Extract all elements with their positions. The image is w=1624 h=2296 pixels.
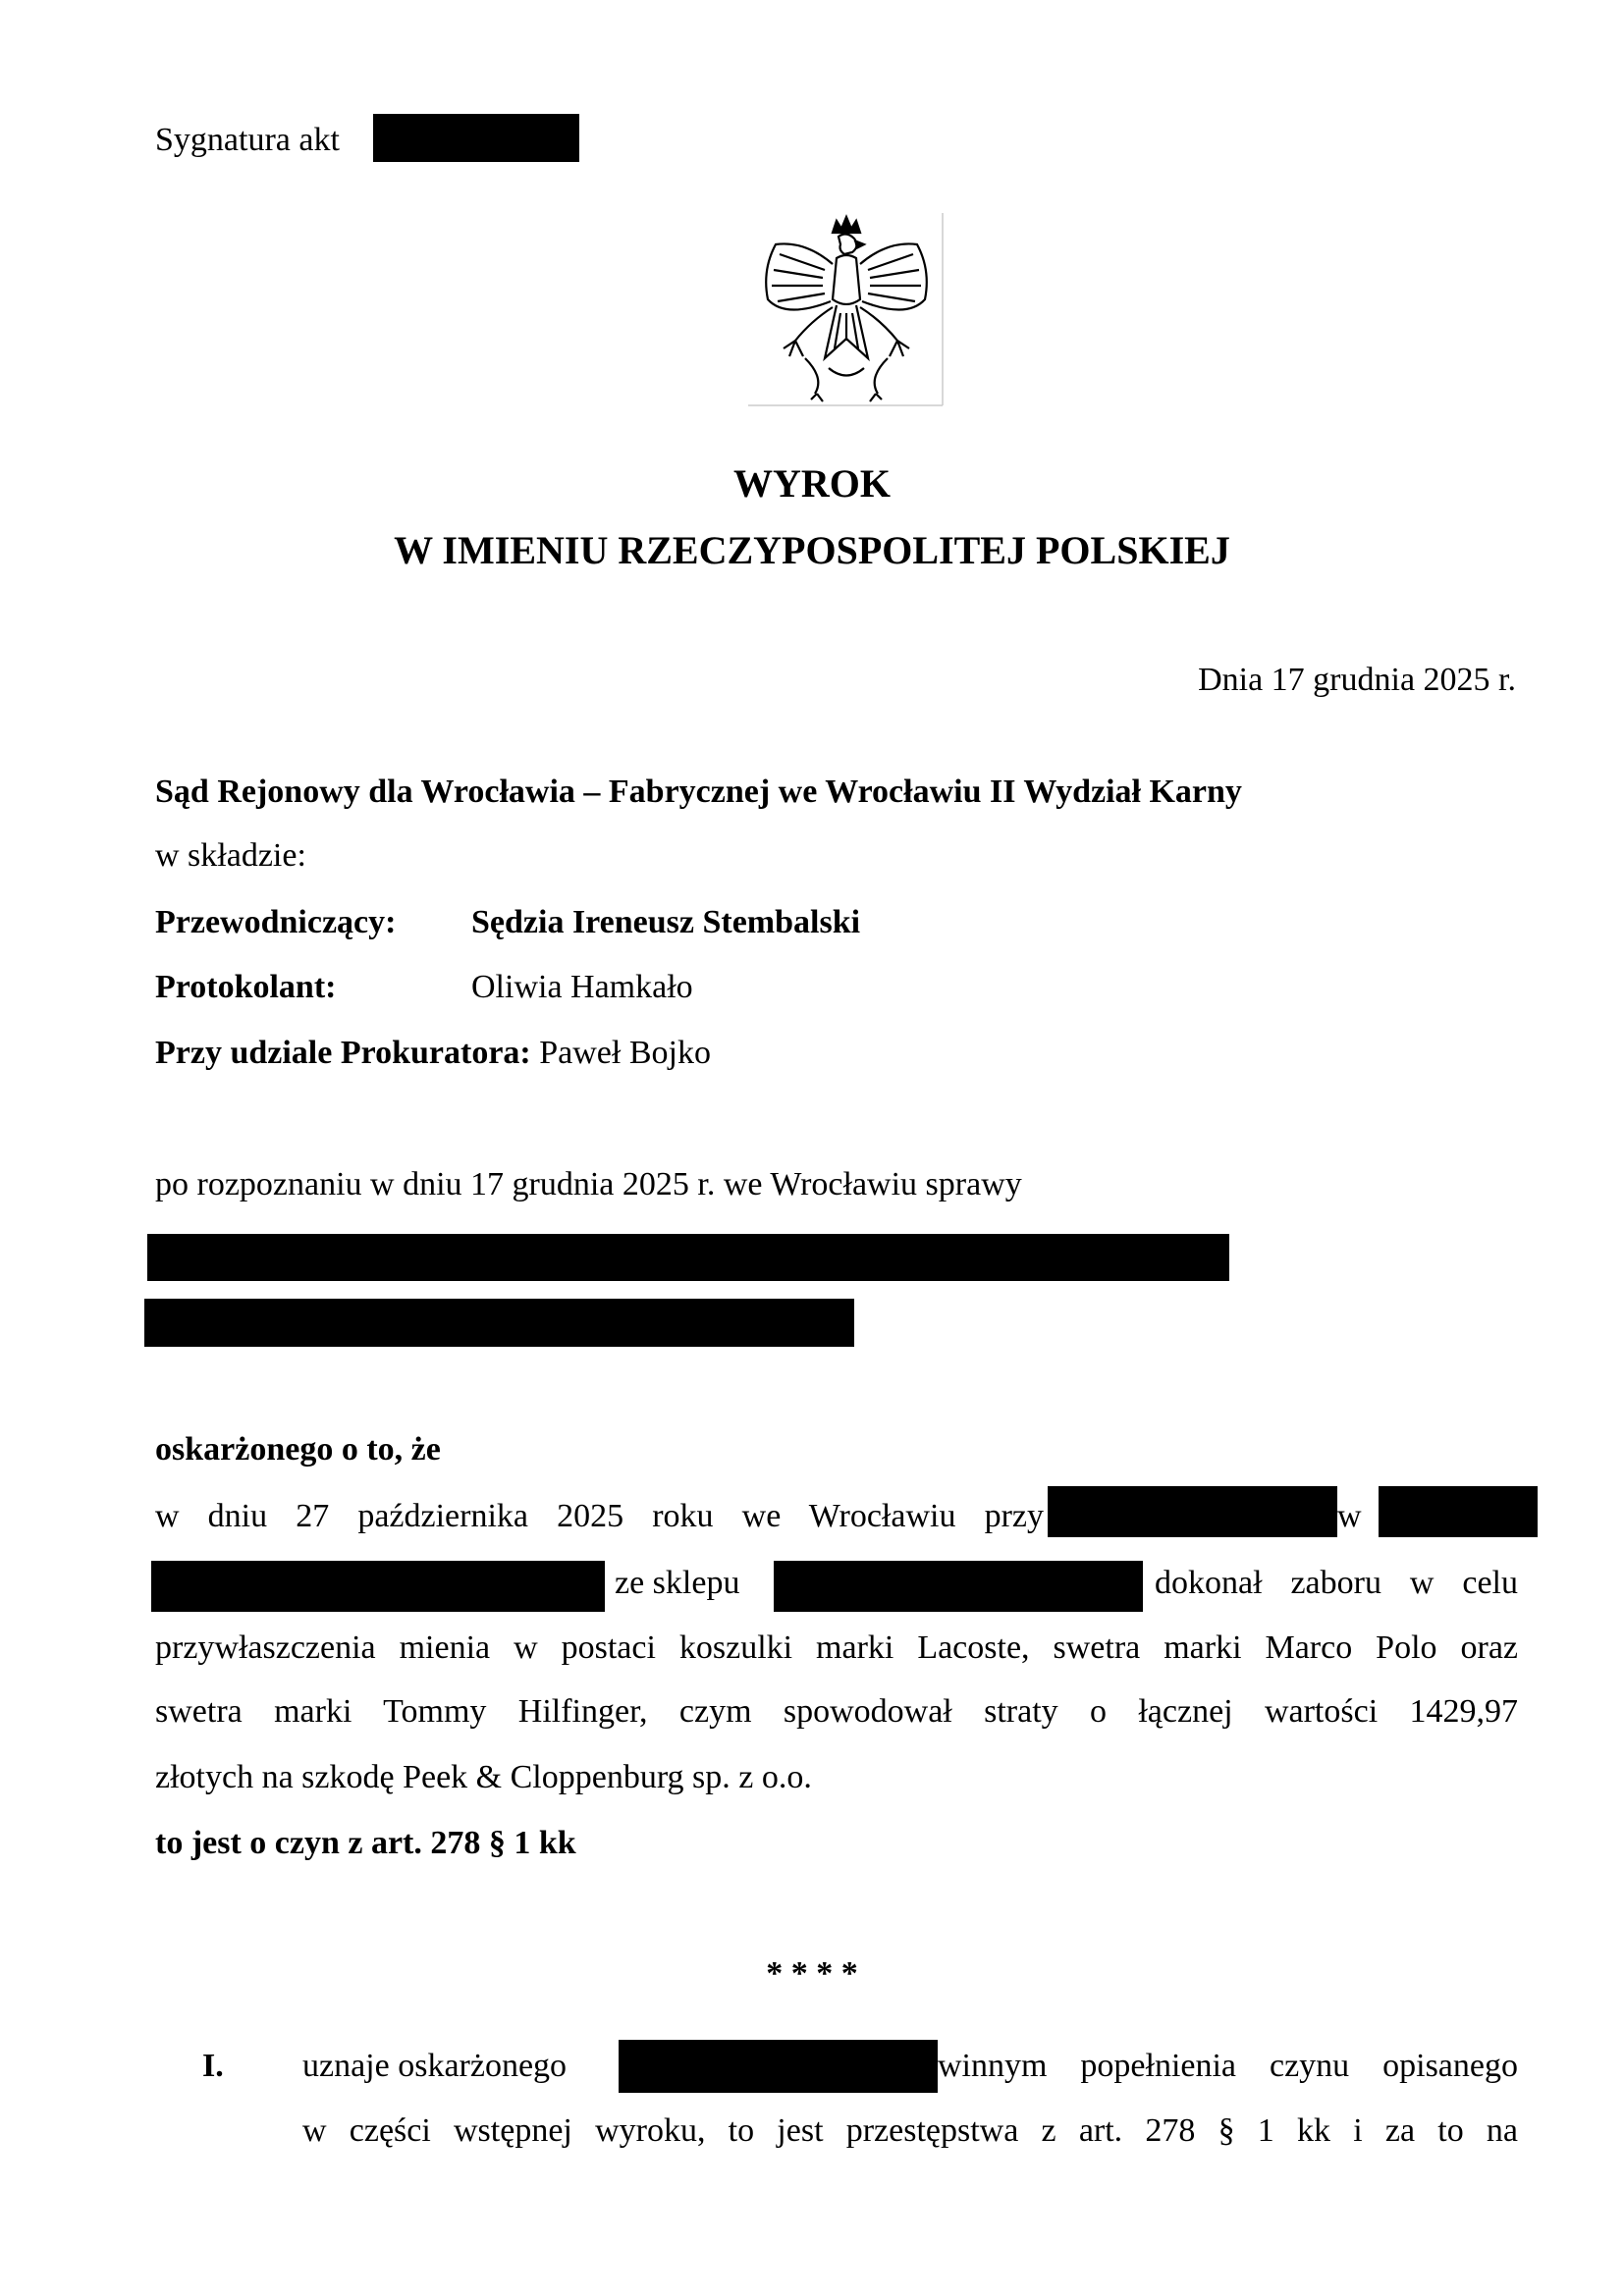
- redaction-city-1: [1379, 1486, 1538, 1537]
- redaction-city-2: [151, 1561, 605, 1612]
- verdict-line-1-b: winnym popełnienia czynu opisanego: [938, 2048, 1518, 2084]
- charge-line-3: przywłaszczenia mienia w postaci koszulki marki Lacoste, swetra marki Marco Polo oraz: [155, 1629, 1518, 1666]
- charge-heading: oskarżonego o to, że: [155, 1431, 441, 1468]
- verdict-date: Dnia 17 grudnia 2025 r.: [1198, 662, 1516, 698]
- charge-line-2-text: dokonał zaboru w celu: [1155, 1565, 1518, 1601]
- verdict-line-2: w części wstępnej wyroku, to jest przestępstwa z art. 278 § 1 kk i za to na: [302, 2112, 1518, 2149]
- chair-label: Przewodniczący:: [155, 904, 397, 940]
- chair-value: Sędzia Ireneusz Stembalski: [471, 904, 861, 940]
- polish-eagle-emblem-icon: [746, 211, 947, 407]
- redaction-address: [1048, 1486, 1337, 1537]
- charge-line-5: złotych na szkodę Peek & Cloppenburg sp. z o.o.: [155, 1759, 812, 1795]
- court-name: Sąd Rejonowy dla Wrocławia – Fabrycznej we Wrocławiu II Wydział Karny: [155, 774, 1242, 810]
- prosecutor-label: Przy udziale Prokuratora:: [155, 1035, 531, 1071]
- charge-line-2-store: ze sklepu: [615, 1565, 740, 1601]
- verdict-point-number: I.: [202, 2048, 224, 2084]
- charge-line-1-w: w: [1337, 1498, 1362, 1534]
- section-separator: * * * *: [766, 1955, 858, 1992]
- clerk-value: Oliwia Hamkało: [471, 969, 693, 1005]
- charge-article: to jest o czyn z art. 278 § 1 kk: [155, 1825, 576, 1861]
- charge-line-4: swetra marki Tommy Hilfinger, czym spowodował straty o łącznej wartości 1429,97: [155, 1693, 1518, 1730]
- redaction-case-line-1: [147, 1234, 1229, 1281]
- redaction-signature: [373, 114, 579, 162]
- title-line-2: W IMIENIU RZECZYPOSPOLITEJ POLSKIEJ: [394, 528, 1230, 572]
- verdict-line-1-a: uznaje oskarżonego: [302, 2048, 568, 2084]
- clerk-label: Protokolant:: [155, 969, 337, 1005]
- redaction-store: [774, 1561, 1143, 1612]
- redaction-case-line-2: [144, 1299, 854, 1347]
- hearing-text: po rozpoznaniu w dniu 17 grudnia 2025 r. we Wrocławiu sprawy: [155, 1166, 1022, 1202]
- redaction-defendant: [619, 2040, 938, 2093]
- signature-label: Sygnatura akt: [155, 122, 340, 158]
- title-line-1: WYROK: [733, 461, 891, 506]
- composition-label: w składzie:: [155, 837, 306, 874]
- prosecutor-value: Paweł Bojko: [539, 1035, 711, 1071]
- charge-line-1-text: w dniu 27 października 2025 roku we Wrocławiu przy: [155, 1498, 1044, 1534]
